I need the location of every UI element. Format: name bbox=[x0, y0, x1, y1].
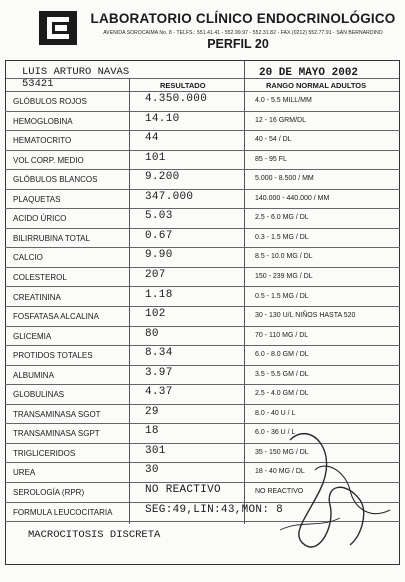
test-name: HEMATOCRITO bbox=[13, 136, 72, 146]
test-result: 30 bbox=[145, 464, 159, 477]
observation-note: MACROCITOSIS DISCRETA bbox=[28, 529, 161, 541]
test-name: ALBUMINA bbox=[13, 370, 54, 380]
patient-name: LUIS ARTURO NAVAS bbox=[22, 66, 130, 78]
test-name: CREATININA bbox=[13, 292, 61, 302]
test-result: 4.37 bbox=[145, 386, 173, 399]
test-result: 14.10 bbox=[145, 112, 180, 125]
test-range: 12 - 16 GRM/DL bbox=[255, 116, 306, 124]
table-row bbox=[5, 327, 400, 347]
lab-address: AVENIDA SOROCAIMA No. 8 - TELFS.: 551.41.41 - 552.99.97 - 552.31.82 - FAX (0212) 552.77.91 - SAN BERNARDINO bbox=[103, 30, 383, 36]
test-result: 18 bbox=[145, 425, 159, 438]
test-name: FORMULA LEUCOCITARIA bbox=[13, 507, 113, 517]
profile-title: PERFIL 20 bbox=[207, 37, 269, 51]
test-result: SEG:49,LIN:43,MON: 8 bbox=[145, 503, 284, 516]
table-row bbox=[5, 131, 400, 151]
test-name: COLESTEROL bbox=[13, 272, 67, 282]
table-row bbox=[5, 346, 400, 366]
test-name: GLOBULINAS bbox=[13, 390, 65, 400]
lab-logo-icon bbox=[38, 10, 78, 46]
test-result: 347.000 bbox=[145, 190, 194, 203]
table-row bbox=[5, 307, 400, 327]
test-result: 44 bbox=[145, 132, 159, 145]
test-range: 150 - 239 MG / DL bbox=[255, 272, 313, 280]
test-name: TRIGLICERIDOS bbox=[13, 448, 76, 458]
test-range: 40 - 54 / DL bbox=[255, 136, 292, 144]
test-name: VOL CORP. MEDIO bbox=[13, 155, 84, 165]
column-header-result: RESULTADO bbox=[160, 81, 206, 90]
test-range: 6.0 - 8.0 GM / DL bbox=[255, 351, 309, 359]
test-name: GLÓBULOS BLANCOS bbox=[13, 175, 98, 185]
test-range: 35 - 150 MG / DL bbox=[255, 448, 309, 456]
test-result: 5.03 bbox=[145, 210, 173, 223]
test-result: 301 bbox=[145, 444, 166, 457]
table-row bbox=[5, 190, 400, 210]
test-range: 3.5 - 5.5 GM / DL bbox=[255, 370, 309, 378]
test-range: 140.000 - 440.000 / MM bbox=[255, 194, 330, 202]
table-row bbox=[5, 385, 400, 405]
table-row bbox=[5, 92, 400, 112]
test-name: PLAQUETAS bbox=[13, 194, 61, 204]
table-row bbox=[5, 112, 400, 132]
table-row bbox=[5, 248, 400, 268]
test-result: 3.97 bbox=[145, 366, 173, 379]
report-date: 20 DE MAYO 2002 bbox=[259, 67, 359, 79]
table-row bbox=[5, 288, 400, 308]
test-range: 5.000 - 8.500 / MM bbox=[255, 175, 314, 183]
test-range: 70 - 110 MG / DL bbox=[255, 331, 309, 339]
test-result: 9.200 bbox=[145, 171, 180, 184]
table-row bbox=[5, 209, 400, 229]
test-range: 18 - 40 MG / DL bbox=[255, 468, 305, 476]
test-result: 0.67 bbox=[145, 229, 173, 242]
test-range: 2.5 - 6.0 MG / DL bbox=[255, 214, 309, 222]
test-range: 8.5 - 10.0 MG / DL bbox=[255, 253, 313, 261]
test-name: TRANSAMINASA SGPT bbox=[13, 429, 100, 439]
test-range: 8.0 - 40 U / L bbox=[255, 409, 296, 417]
test-range: 85 - 95 FL bbox=[255, 155, 287, 163]
test-range: 4.0 - 5.5 MILL/MM bbox=[255, 97, 312, 104]
table-row bbox=[5, 151, 400, 171]
test-result: 80 bbox=[145, 327, 159, 340]
test-result: 102 bbox=[145, 308, 166, 321]
test-result: 29 bbox=[145, 405, 159, 418]
test-range: NO REACTIVO bbox=[255, 488, 304, 495]
test-name: UREA bbox=[13, 468, 36, 478]
test-name: SEROLOGÍA (RPR) bbox=[13, 488, 85, 497]
test-range: 2.5 - 4.0 GM / DL bbox=[255, 390, 309, 398]
test-name: GLICEMIA bbox=[13, 331, 52, 341]
table-row bbox=[5, 366, 400, 386]
test-result: 4.350.000 bbox=[145, 93, 208, 105]
table-row bbox=[5, 268, 400, 288]
test-range: 6.0 - 36 U / L bbox=[255, 429, 296, 437]
test-result: 9.90 bbox=[145, 249, 173, 262]
test-name: FOSFATASA ALCALINA bbox=[13, 312, 99, 322]
test-name: PROTIDOS TOTALES bbox=[13, 351, 93, 361]
test-range: 0.3 - 1.5 MG / DL bbox=[255, 233, 309, 241]
test-range: 0.5 - 1.5 MG / DL bbox=[255, 292, 309, 300]
test-result: 1.18 bbox=[145, 288, 173, 301]
column-header-range: RANGO NORMAL ADULTOS bbox=[266, 81, 367, 90]
test-result: NO REACTIVO bbox=[145, 484, 221, 496]
test-result: 8.34 bbox=[145, 347, 173, 360]
test-range: 30 - 130 U/L NIÑOS HASTA 520 bbox=[255, 312, 356, 320]
test-name: CALCIO bbox=[13, 253, 43, 263]
test-name: BILIRRUBINA TOTAL bbox=[13, 233, 90, 243]
table-row bbox=[5, 170, 400, 190]
test-name: HEMOGLOBINA bbox=[13, 116, 73, 126]
lab-name: LABORATORIO CLÍNICO ENDOCRINOLÓGICO bbox=[90, 11, 396, 26]
test-name: TRANSAMINASA SGOT bbox=[13, 409, 101, 419]
test-result: 101 bbox=[145, 151, 166, 164]
test-name: GLÓBULOS ROJOS bbox=[13, 97, 87, 106]
test-result: 207 bbox=[145, 268, 166, 281]
table-row bbox=[5, 229, 400, 249]
signature-icon bbox=[250, 410, 400, 560]
test-name: ACIDO ÚRICO bbox=[13, 214, 67, 224]
patient-id: 53421 bbox=[22, 78, 54, 90]
